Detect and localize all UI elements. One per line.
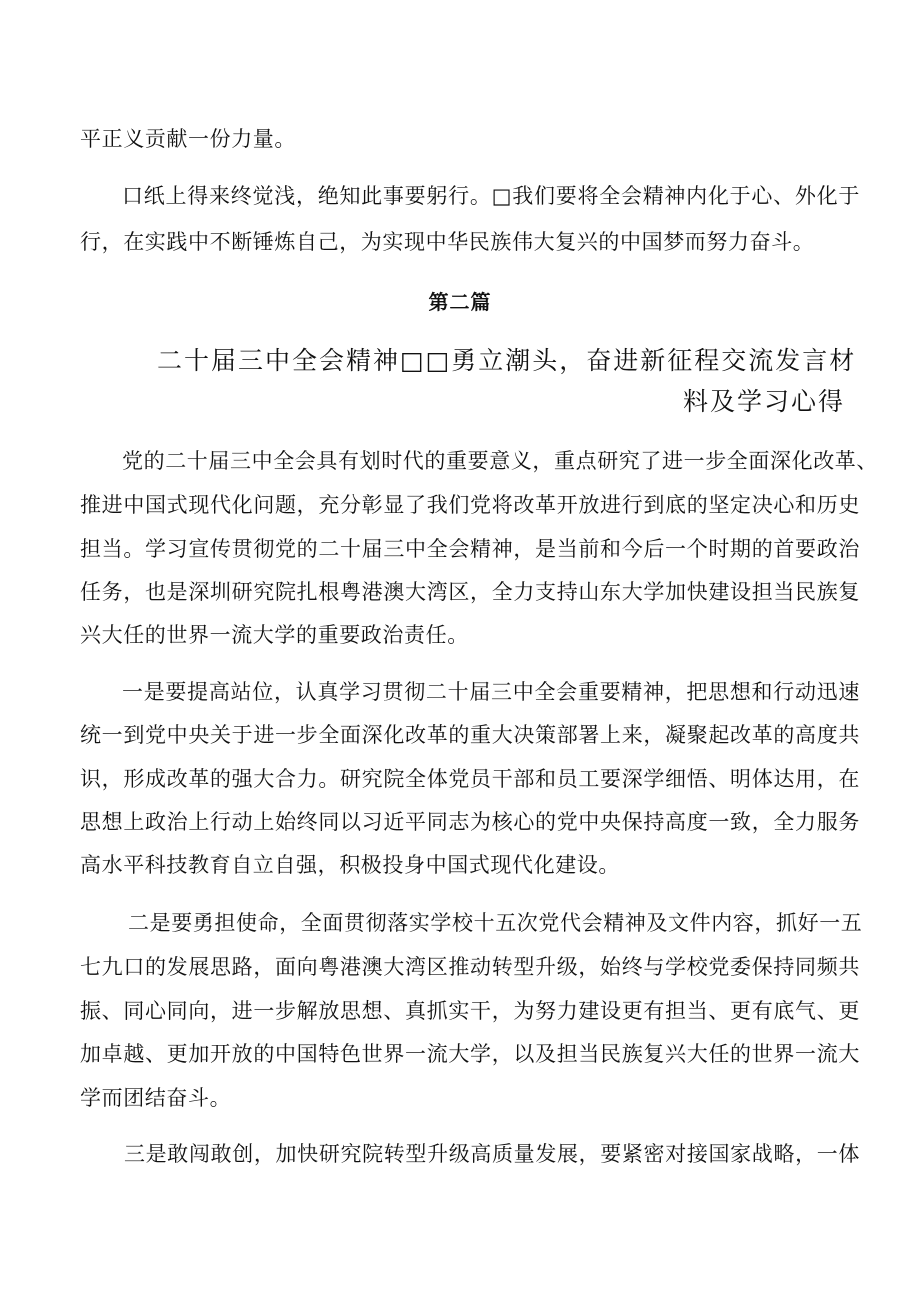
section-heading: 第二篇 <box>428 290 492 314</box>
paragraph-line: 推进中国式现代化问题，充分彰显了我们党将改革开放进行到底的坚定决心和历史 <box>80 493 860 517</box>
article-title-line-2: 料及学习心得 <box>683 387 846 416</box>
paragraph-line: 七九口的发展思路，面向粤港澳大湾区推动转型升级，始终与学校党委保持同频共 <box>80 955 860 979</box>
paragraph-line: 思想上政治上行动上始终同以习近平同志为核心的党中央保持高度一致，全力服务 <box>80 810 860 834</box>
paragraph-line: 高水平科技教育自立自强，积极投身中国式现代化建设。 <box>80 853 620 877</box>
paragraph-line: 二是要勇担使命，全面贯彻落实学校十五次党代会精神及文件内容，抓好一五 <box>128 911 863 935</box>
paragraph-line: 担当。学习宣传贯彻党的二十届三中全会精神，是当前和今后一个时期的首要政治 <box>80 537 860 561</box>
paragraph-line: 任务，也是深圳研究院扎根粤港澳大湾区，全力支持山东大学加快建设担当民族复 <box>80 580 860 604</box>
paragraph-line: 兴大任的世界一流大学的重要政治责任。 <box>80 623 469 647</box>
intro-paragraph-line: 口纸上得来终觉浅，绝知此事要躬行。□我们要将全会精神内化于心、外化于 <box>122 184 860 208</box>
paragraph-line: 振、同心同向，进一步解放思想、真抓实干，为努力建设更有担当、更有底气、更 <box>80 999 860 1023</box>
paragraph-line: 一是要提高站位，认真学习贯彻二十届三中全会重要精神，把思想和行动迅速 <box>122 680 860 704</box>
paragraph-line: 识，形成改革的强大合力。研究院全体党员干部和员工要深学细悟、明体达用，在 <box>80 767 860 791</box>
paragraph-line: 加卓越、更加开放的中国特色世界一流大学，以及担当民族复兴大任的世界一流大 <box>80 1042 860 1066</box>
intro-paragraph-line: 行，在实践中不断锤炼自己，为实现中华民族伟大复兴的中国梦而努力奋斗。 <box>80 230 815 254</box>
article-title-line-1: 二十届三中全会精神□□勇立潮头，奋进新征程交流发言材 <box>157 346 857 375</box>
paragraph-line: 统一到党中央关于进一步全面深化改革的重大决策部署上来，凝聚起改革的高度共 <box>80 723 860 747</box>
paragraph-line: 学而团结奋斗。 <box>80 1086 232 1110</box>
intro-line: 平正义贡献一份力量。 <box>80 127 296 151</box>
paragraph-line: 党的二十届三中全会具有划时代的重要意义，重点研究了进一步全面深化改革、 <box>122 449 878 473</box>
paragraph-line: 三是敢闯敢创，加快研究院转型升级高质量发展，要紧密对接国家战略，一体 <box>124 1142 860 1166</box>
